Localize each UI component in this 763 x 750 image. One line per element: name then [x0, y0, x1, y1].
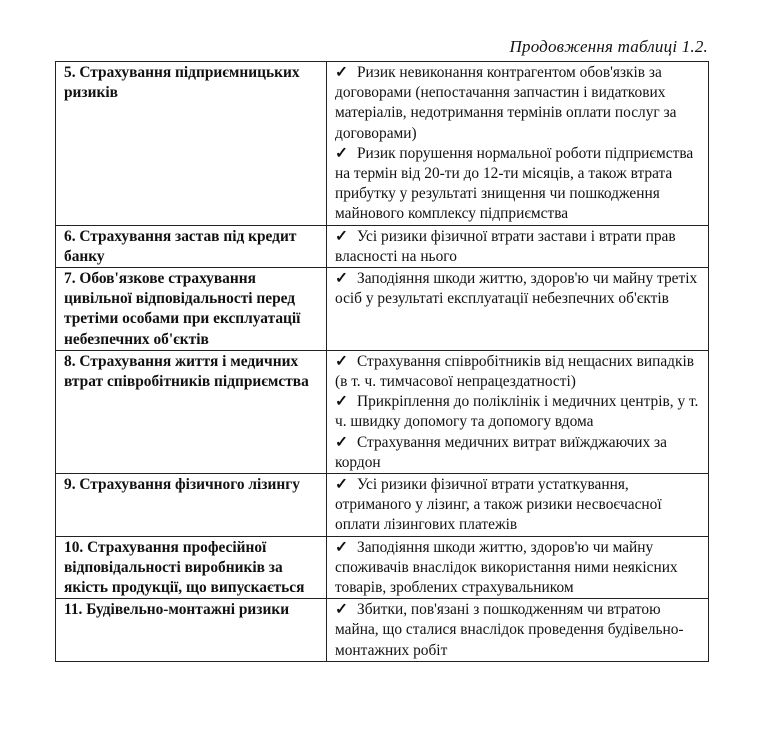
table-row — [56, 268, 709, 351]
risks-cell — [327, 62, 709, 226]
risk-item: ✓ Збитки, пов'язані з пошкодженням чи втратою майна, що сталися внаслідок проведення будівельно-монтажних робіт — [335, 601, 684, 659]
risk-item: ✓ Заподіяння шкоди життю, здоров'ю чи майну споживачів внаслідок використання ними неякісних товарів, зроблених страхувальником — [335, 538, 678, 597]
risk-item: ✓ Ризик невиконання контрагентом обов'язків за договорами (непостачання запчастин і видаткових матеріалів, недотримання термінів оплати послуг за договорами) — [335, 64, 677, 142]
table-row — [56, 474, 709, 537]
check-mark-icon: ✓ — [335, 538, 348, 556]
insurance-type-cell: 11. Будівельно-монтажні ризики — [56, 599, 327, 662]
risk-insurance-table — [55, 61, 709, 662]
insurance-type-cell: 10. Страхування професійної відповідальності виробників за якість продукції, що випускається — [56, 536, 327, 599]
table-row — [56, 225, 709, 267]
check-mark-icon: ✓ — [335, 352, 348, 370]
insurance-type-cell: 6. Страхування застав під кредит банку — [56, 225, 327, 267]
table-row — [56, 599, 709, 662]
insurance-type-cell: 5. Страхування підприємницьких ризиків — [56, 62, 327, 226]
risk-item: ✓ Страхування медичних витрат виїжджаючих за кордон — [335, 433, 667, 471]
risks-cell — [327, 350, 709, 473]
risk-item: ✓ Ризик порушення нормальної роботи підприємства на термін від 20-ти до 12-ти місяців, а також втрата прибутку у результаті знищення чи пошкодження майнового комплексу підприємства — [335, 144, 694, 223]
risk-item: ✓ Усі ризики фізичної втрати застави і втрати прав власності на нього — [335, 227, 676, 265]
table-row — [56, 536, 709, 599]
risk-item: ✓ Усі ризики фізичної втрати устаткування, отриманого у лізинг, а також ризики несвоєчасної оплати лізингових платежів — [335, 476, 662, 534]
risk-item: ✓ Заподіяння шкоди життю, здоров'ю чи майну третіх осіб у результаті експлуатації небезпечних об'єктів — [335, 270, 698, 308]
table-row — [56, 62, 709, 226]
risks-cell — [327, 268, 709, 351]
insurance-type-cell: 7. Обов'язкове страхування цивільної відповідальності перед третіми особами при експлуатації небезпечних об'єктів — [56, 268, 327, 351]
check-mark-icon: ✓ — [335, 227, 348, 245]
risks-cell — [327, 599, 709, 662]
risks-cell — [327, 536, 709, 599]
risks-cell — [327, 474, 709, 537]
check-mark-icon: ✓ — [335, 144, 348, 162]
check-mark-icon: ✓ — [335, 476, 348, 494]
check-mark-icon: ✓ — [335, 433, 348, 451]
table-row — [56, 350, 709, 473]
check-mark-icon: ✓ — [335, 64, 348, 81]
insurance-type-cell: 9. Страхування фізичного лізингу — [56, 474, 327, 537]
insurance-type-cell: 8. Страхування життя і медичних втрат співробітників підприємства — [56, 350, 327, 473]
check-mark-icon: ✓ — [335, 393, 348, 411]
table-caption: Продовження таблиці 1.2. — [509, 37, 708, 56]
risk-item: ✓ Страхування співробітників від нещасних випадків (в т. ч. тимчасової непрацездатності) — [335, 352, 695, 391]
check-mark-icon: ✓ — [335, 270, 348, 288]
check-mark-icon: ✓ — [335, 601, 348, 619]
risks-cell — [327, 225, 709, 267]
risk-item: ✓ Прикріплення до поліклінік і медичних центрів, у т. ч. швидку допомогу та допомогу вдома — [335, 393, 699, 431]
